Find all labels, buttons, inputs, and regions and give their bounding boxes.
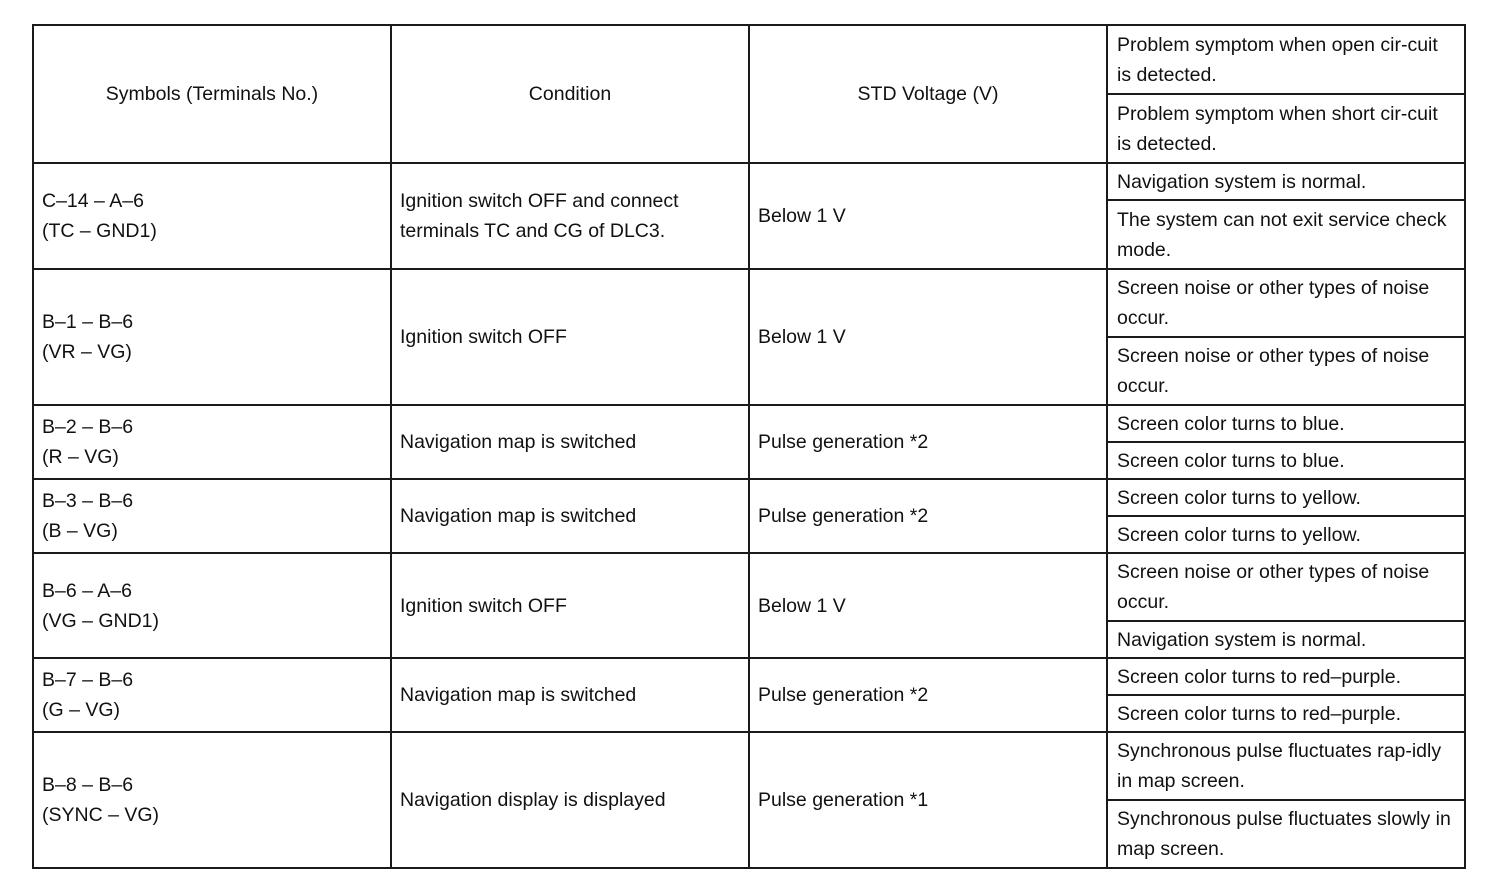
open-symptom-cell: Screen color turns to yellow. — [1107, 479, 1465, 516]
table-row — [33, 479, 1465, 516]
terminal-cell — [33, 405, 391, 479]
short-symptom-cell: Navigation system is normal. — [1107, 621, 1465, 658]
header-open-symptom: Problem symptom when open cir-cuit is detected. — [1107, 25, 1465, 94]
terminal-number: B–3 – B–6 — [42, 490, 134, 512]
table-row — [33, 405, 1465, 442]
short-symptom-cell: Screen noise or other types of noise occur. — [1107, 337, 1465, 405]
terminal-number: C–14 – A–6 — [42, 190, 144, 212]
short-symptom-cell: The system can not exit service check mode. — [1107, 200, 1465, 269]
open-symptom-cell: Screen noise or other types of noise occur. — [1107, 553, 1465, 621]
table-row — [33, 658, 1465, 695]
condition-cell: Ignition switch OFF — [391, 553, 749, 658]
terminal-number: B–8 – B–6 — [42, 774, 134, 796]
terminal-number: B–6 – A–6 — [42, 579, 132, 602]
terminal-symbol: (B – VG) — [42, 520, 118, 542]
terminal-number: B–1 – B–6 — [42, 311, 134, 333]
terminal-symbol: (TC – GND1) — [42, 220, 157, 242]
voltage-cell: Below 1 V — [749, 163, 1107, 269]
terminal-cell — [33, 269, 391, 405]
table-row — [33, 553, 1465, 621]
terminal-number: B–7 – B–6 — [42, 669, 134, 691]
terminal-number: B–2 – B–6 — [42, 416, 134, 438]
terminal-symbol: (R – VG) — [42, 446, 119, 468]
table-row — [33, 163, 1465, 200]
open-symptom-cell: Navigation system is normal. — [1107, 163, 1465, 200]
short-symptom-cell: Screen color turns to yellow. — [1107, 516, 1465, 553]
open-symptom-cell: Screen noise or other types of noise occur. — [1107, 269, 1465, 337]
condition-cell: Navigation display is displayed — [391, 732, 749, 868]
terminal-symbol: (VR – VG) — [42, 341, 132, 363]
header-symbols: Symbols (Terminals No.) — [33, 25, 391, 163]
terminal-cell — [33, 163, 391, 269]
voltage-cell: Pulse generation *2 — [749, 658, 1107, 732]
voltage-cell: Pulse generation *2 — [749, 479, 1107, 553]
voltage-cell: Below 1 V — [749, 269, 1107, 405]
condition-cell: Ignition switch OFF — [391, 269, 749, 405]
header-short-symptom: Problem symptom when short cir-cuit is detected. — [1107, 94, 1465, 163]
header-condition: Condition — [391, 25, 749, 163]
condition-cell: Ignition switch OFF and connect terminals TC and CG of DLC3. — [391, 163, 749, 269]
header-std-voltage: STD Voltage (V) — [749, 25, 1107, 163]
terminal-symbol: (VG – GND1) — [42, 609, 160, 632]
voltage-cell: Pulse generation *2 — [749, 405, 1107, 479]
voltage-cell: Below 1 V — [749, 553, 1107, 658]
condition-cell: Navigation map is switched — [391, 405, 749, 479]
terminal-voltage-table — [32, 24, 1466, 869]
short-symptom-cell: Synchronous pulse fluctuates slowly in map screen. — [1107, 800, 1465, 868]
short-symptom-cell: Screen color turns to blue. — [1107, 442, 1465, 479]
condition-cell: Navigation map is switched — [391, 658, 749, 732]
terminal-cell — [33, 658, 391, 732]
condition-cell: Navigation map is switched — [391, 479, 749, 553]
terminal-cell — [33, 732, 391, 868]
terminal-cell — [33, 479, 391, 553]
open-symptom-cell: Synchronous pulse fluctuates rap-idly in map screen. — [1107, 732, 1465, 800]
voltage-cell: Pulse generation *1 — [749, 732, 1107, 868]
table-row — [33, 269, 1465, 337]
open-symptom-cell: Screen color turns to blue. — [1107, 405, 1465, 442]
terminal-symbol: (SYNC – VG) — [42, 804, 160, 826]
table-row — [33, 732, 1465, 800]
terminal-symbol: (G – VG) — [42, 699, 121, 721]
terminal-cell — [33, 553, 391, 658]
short-symptom-cell: Screen color turns to red–purple. — [1107, 695, 1465, 732]
open-symptom-cell: Screen color turns to red–purple. — [1107, 658, 1465, 695]
